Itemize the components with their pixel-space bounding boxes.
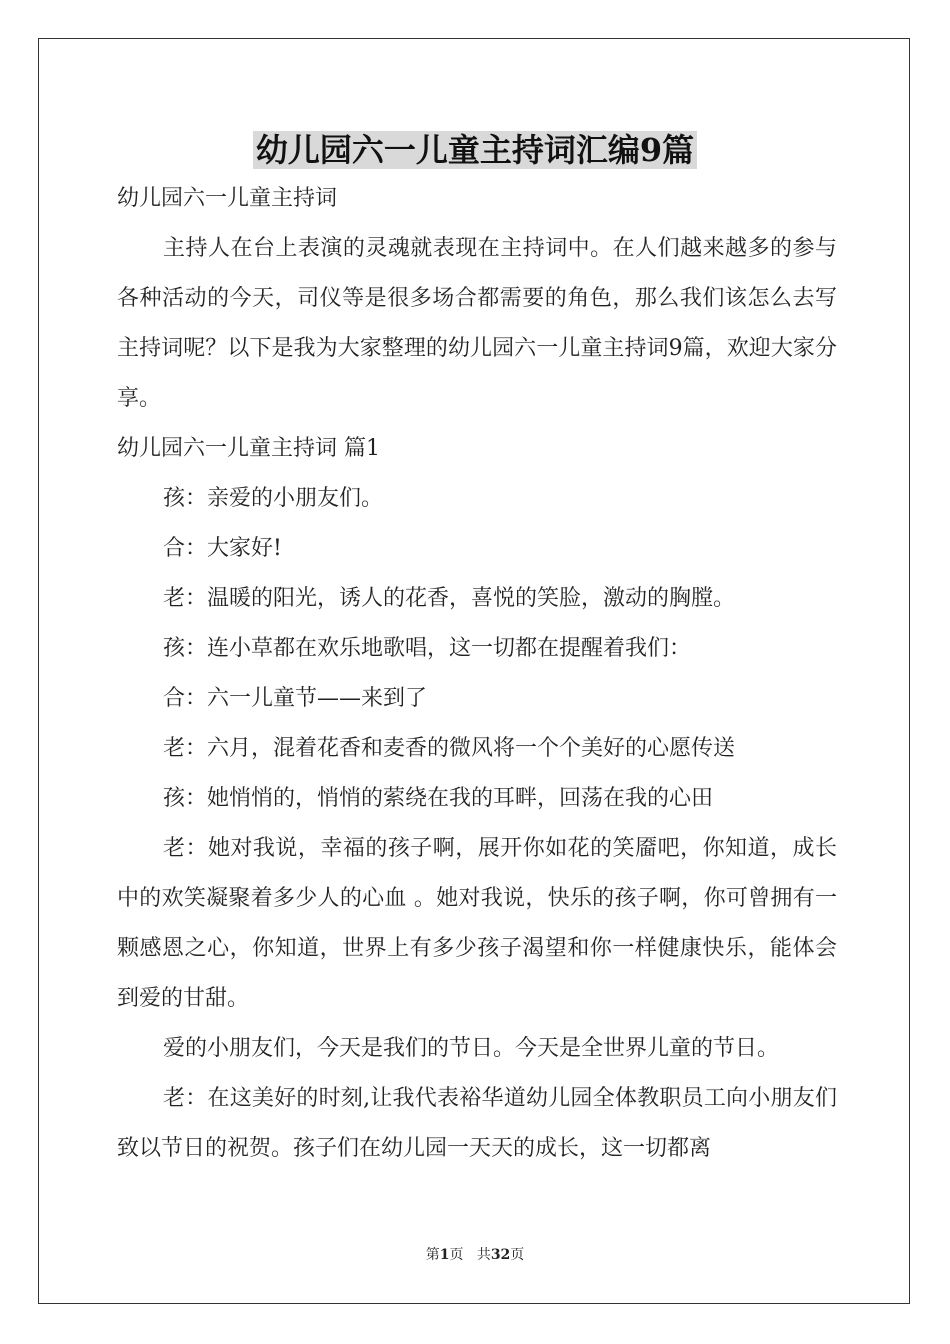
page-footer: [0, 1244, 950, 1264]
paragraph: 老：她对我说，幸福的孩子啊，展开你如花的笑靥吧，你知道，成长中的欢笑凝聚着多少人的心血 。她对我说，快乐的孩子啊，你可曾拥有一颗感恩之心，你知道，世界上有多少孩子渴望和你一样健康快乐，能体会到爱的甘甜。: [117, 836, 837, 1011]
total-prefix: 共: [476, 1247, 491, 1263]
paragraph: 老：温暖的阳光，诱人的花香，喜悦的笑脸，激动的胸膛。: [163, 586, 736, 611]
paragraph: 合：大家好!: [163, 536, 282, 561]
paragraph: 合：六一儿童节——来到了: [163, 686, 428, 711]
paragraph: 幼儿园六一儿童主持词: [117, 186, 338, 211]
page-prefix: 第: [425, 1247, 440, 1263]
total-pages: 32: [490, 1247, 511, 1263]
document-title: [0, 126, 950, 174]
paragraph: 老：六月，混着花香和麦香的微风将一个个美好的心愿传送: [163, 736, 736, 761]
paragraph: 爱的小朋友们，今天是我们的节日。今天是全世界儿童的节日。: [163, 1036, 780, 1061]
document-title-text: 幼儿园六一儿童主持词汇编9篇: [253, 131, 697, 169]
total-suffix: 页: [510, 1247, 525, 1263]
paragraph: 孩：亲爱的小朋友们。: [163, 486, 384, 511]
paragraph: 老：在这美好的时刻,让我代表裕华道幼儿园全体教职员工向小朋友们致以节日的祝贺。孩子们在幼儿园一天天的成长，这一切都离: [117, 1086, 837, 1161]
section-heading: 幼儿园六一儿童主持词 篇1: [117, 436, 380, 461]
paragraph: 孩：她悄悄的，悄悄的萦绕在我的耳畔，回荡在我的心田: [163, 786, 714, 811]
paragraph: 孩：连小草都在欢乐地歌唱，这一切都在提醒着我们：: [163, 636, 692, 661]
paragraph: 主持人在台上表演的灵魂就表现在主持词中。在人们越来越多的参与各种活动的今天，司仪等是很多场合都需要的角色，那么我们该怎么去写主持词呢？以下是我为大家整理的幼儿园六一儿童主持词9篇，欢迎大家分享。: [117, 236, 837, 411]
page-number: 1: [439, 1247, 450, 1263]
document-body: [117, 174, 837, 1174]
page-suffix: 页: [449, 1247, 464, 1263]
